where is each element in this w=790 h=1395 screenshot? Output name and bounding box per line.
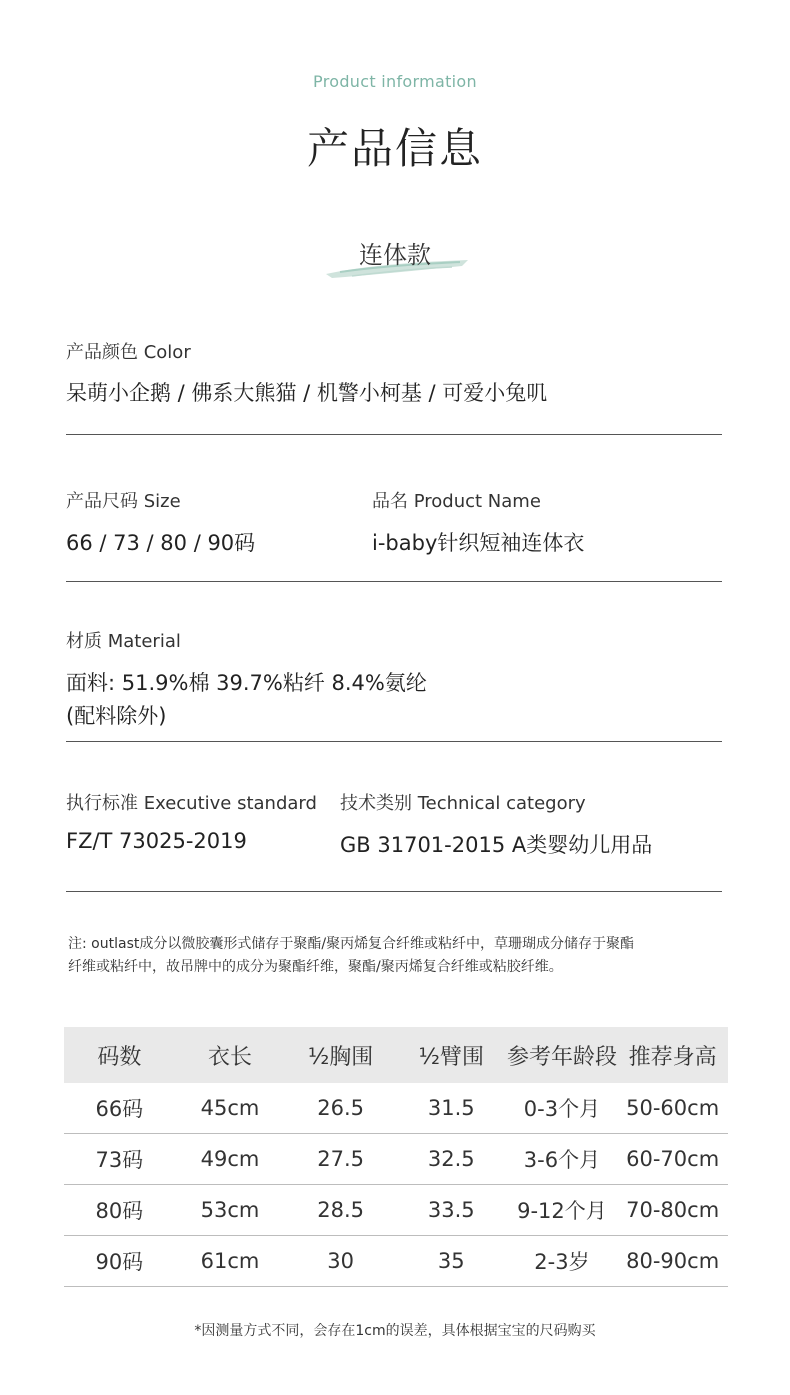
table-cell: 3-6个月 xyxy=(507,1134,618,1185)
table-row xyxy=(64,1185,728,1236)
table-cell: 26.5 xyxy=(285,1083,396,1134)
page-title: 产品信息 xyxy=(306,124,483,173)
note-line: 注: outlast成分以微胶囊形式储存于聚酯/聚丙烯复合纤维或粘纤中，草珊瑚成分储存于聚酯 xyxy=(68,936,635,952)
table-cell: 32.5 xyxy=(396,1134,507,1185)
divider xyxy=(66,581,722,582)
standard-label: 执行标准 Executive standard xyxy=(66,793,317,814)
table-row xyxy=(64,1083,728,1134)
table-cell: 45cm xyxy=(175,1083,286,1134)
header-half-chest: ½胸围 xyxy=(285,1027,396,1083)
table-header-row xyxy=(64,1027,728,1083)
divider xyxy=(66,891,722,892)
size-chart-table xyxy=(64,1027,728,1287)
table-cell: 28.5 xyxy=(285,1185,396,1236)
header-age: 参考年龄段 xyxy=(507,1027,618,1083)
material-note: (配料除外) xyxy=(66,704,167,728)
product-name-label: 品名 Product Name xyxy=(372,491,541,512)
divider xyxy=(66,434,722,435)
standard-value: FZ/T 73025-2019 xyxy=(66,829,247,853)
header-half-arm: ½臂围 xyxy=(396,1027,507,1083)
section-subtitle: Product information xyxy=(313,72,477,91)
table-cell: 50-60cm xyxy=(617,1083,728,1134)
table-cell: 66码 xyxy=(64,1083,175,1134)
table-cell: 0-3个月 xyxy=(507,1083,618,1134)
table-cell: 60-70cm xyxy=(617,1134,728,1185)
product-name-value: i-baby针织短袖连体衣 xyxy=(372,531,585,555)
table-cell: 33.5 xyxy=(396,1185,507,1236)
table-cell: 61cm xyxy=(175,1236,286,1287)
table-cell: 80码 xyxy=(64,1185,175,1236)
header-size: 码数 xyxy=(64,1027,175,1083)
measurement-footnote: *因测量方式不同，会存在1cm的误差，具体根据宝宝的尺码购买 xyxy=(194,1323,596,1339)
material-label: 材质 Material xyxy=(66,631,181,652)
table-cell: 30 xyxy=(285,1236,396,1287)
color-value: 呆萌小企鹅 / 佛系大熊猫 / 机警小柯基 / 可爱小兔叽 xyxy=(66,381,548,405)
table-cell: 90码 xyxy=(64,1236,175,1287)
table-cell: 70-80cm xyxy=(617,1185,728,1236)
note-line: 纤维或粘纤中，故吊牌中的成分为聚酯纤维，聚酯/聚丙烯复合纤维或粘胶纤维。 xyxy=(68,959,563,975)
table-cell: 35 xyxy=(396,1236,507,1287)
size-value: 66 / 73 / 80 / 90码 xyxy=(66,531,256,555)
table-row xyxy=(64,1236,728,1287)
style-label: 连体款 xyxy=(359,241,431,269)
table-cell: 9-12个月 xyxy=(507,1185,618,1236)
divider xyxy=(66,741,722,742)
material-footnote xyxy=(68,933,738,979)
header-length: 衣长 xyxy=(175,1027,286,1083)
table-cell: 27.5 xyxy=(285,1134,396,1185)
category-value: GB 31701-2015 A类婴幼儿用品 xyxy=(340,833,653,857)
material-value: 面料: 51.9%棉 39.7%粘纤 8.4%氨纶 xyxy=(66,671,427,695)
table-cell: 31.5 xyxy=(396,1083,507,1134)
category-label: 技术类别 Technical category xyxy=(340,793,586,814)
table-cell: 80-90cm xyxy=(617,1236,728,1287)
table-row xyxy=(64,1134,728,1185)
table-cell: 53cm xyxy=(175,1185,286,1236)
color-label: 产品颜色 Color xyxy=(66,342,191,363)
size-label: 产品尺码 Size xyxy=(66,491,181,512)
table-cell: 73码 xyxy=(64,1134,175,1185)
header-height: 推荐身高 xyxy=(617,1027,728,1083)
table-cell: 2-3岁 xyxy=(507,1236,618,1287)
table-cell: 49cm xyxy=(175,1134,286,1185)
